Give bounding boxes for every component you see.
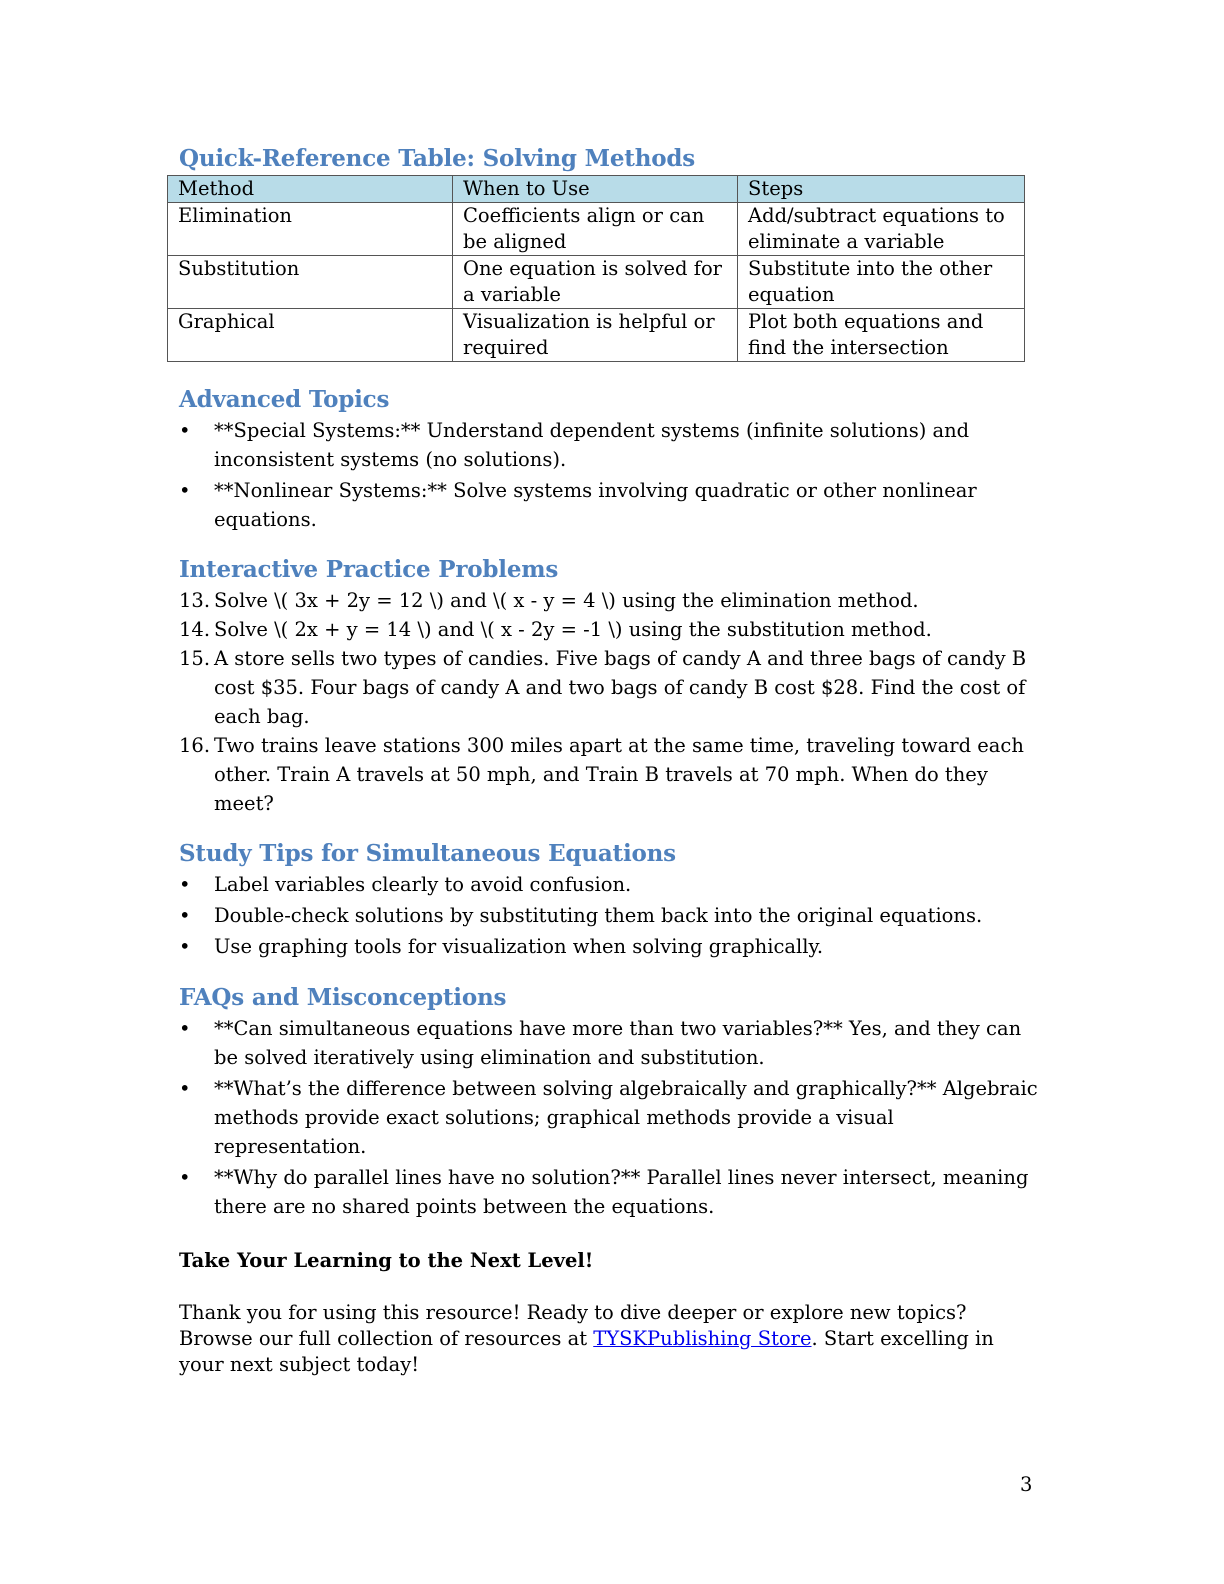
bullet-icon: • (179, 904, 191, 927)
cta-body-text: Thank you for using this resource! Ready to dive deeper or explore new topics? Browse our full collection of resources at (179, 1301, 967, 1350)
problem-text: Two trains leave stations 300 miles apart at the same time, traveling toward each other. Train A travels at 50 mph, and Train B travels at 70 mph. When do they meet? (214, 734, 1024, 815)
list-item (179, 870, 1039, 899)
column-header-steps: Steps (738, 176, 1025, 203)
column-header-when-to-use: When to Use (453, 176, 738, 203)
faqs-heading: FAQs and Misconceptions (179, 984, 507, 1011)
study-tips-heading: Study Tips for Simultaneous Equations (179, 840, 676, 867)
cta-title: Take Your Learning to the Next Level! (179, 1249, 594, 1272)
study-tips-list (179, 870, 1039, 961)
problem-number: 13. (179, 589, 211, 612)
list-item-text: **Can simultaneous equations have more than two variables?** Yes, and they can be solved iteratively using elimination and substitution. (214, 1017, 1022, 1069)
bullet-icon: • (179, 479, 191, 502)
list-item (179, 1163, 1039, 1221)
study-tips-section (179, 838, 1039, 961)
table-cell: Coefficients align or can be aligned (453, 203, 738, 256)
advanced-topics-section (179, 384, 1039, 534)
bullet-icon: • (179, 419, 191, 442)
problem-text: Solve \( 2x + y = 14 \) and \( x - 2y = -1 \) using the substitution method. (214, 618, 932, 641)
list-item-text: **Nonlinear Systems:** Solve systems involving quadratic or other nonlinear equations. (214, 479, 977, 531)
table-cell: Graphical (168, 309, 453, 362)
list-item (179, 901, 1039, 930)
problem-number: 15. (179, 647, 211, 670)
list-item-text: **Why do parallel lines have no solution?** Parallel lines never intersect, meaning there are no shared points between the equations. (214, 1166, 1029, 1218)
problem-number: 16. (179, 734, 211, 757)
advanced-topics-list (179, 416, 1039, 534)
list-item (179, 476, 1039, 534)
bullet-icon: • (179, 1077, 191, 1100)
table-cell: Substitute into the other equation (738, 256, 1025, 309)
quick-reference-section (179, 143, 1039, 362)
solving-methods-table (167, 175, 1025, 362)
bullet-icon: • (179, 1017, 191, 1040)
faqs-list (179, 1014, 1039, 1221)
page-content (179, 143, 1039, 1378)
table-row (168, 309, 1025, 362)
quick-reference-heading: Quick-Reference Table: Solving Methods (179, 145, 696, 172)
cta-body-text-end: . Start excelling in your next subject today! (179, 1327, 994, 1376)
practice-problems-list (179, 586, 1039, 818)
list-item-text: **Special Systems:** Understand dependent systems (infinite solutions) and inconsistent systems (no solutions). (214, 419, 970, 471)
practice-problems-section (179, 554, 1039, 818)
list-item (179, 731, 1039, 818)
practice-problems-heading: Interactive Practice Problems (179, 556, 559, 583)
list-item (179, 615, 1039, 644)
list-item (179, 932, 1039, 961)
cta-body (179, 1300, 1039, 1378)
table-header-row (168, 176, 1025, 203)
problem-number: 14. (179, 618, 211, 641)
table-cell: Substitution (168, 256, 453, 309)
list-item (179, 644, 1039, 731)
page-number: 3 (1020, 1473, 1033, 1496)
table-cell: One equation is solved for a variable (453, 256, 738, 309)
column-header-method: Method (168, 176, 453, 203)
problem-text: A store sells two types of candies. Five bags of candy A and three bags of candy B cost $35. Four bags of candy A and two bags of candy B cost $28. Find the cost of each bag. (214, 647, 1027, 728)
list-item (179, 1014, 1039, 1072)
list-item-text: Double-check solutions by substituting them back into the original equations. (214, 904, 983, 927)
store-link[interactable]: TYSKPublishing Store (593, 1327, 812, 1350)
bullet-icon: • (179, 1166, 191, 1189)
list-item-text: **What’s the difference between solving algebraically and graphically?** Algebraic methods provide exact solutions; graphical methods provide a visual representation. (214, 1077, 1038, 1158)
advanced-topics-heading: Advanced Topics (179, 386, 390, 413)
faqs-section (179, 982, 1039, 1221)
list-item (179, 586, 1039, 615)
list-item-text: Label variables clearly to avoid confusion. (214, 873, 632, 896)
bullet-icon: • (179, 873, 191, 896)
list-item (179, 1074, 1039, 1161)
table-row (168, 203, 1025, 256)
table-cell: Visualization is helpful or required (453, 309, 738, 362)
table-cell: Add/subtract equations to eliminate a variable (738, 203, 1025, 256)
list-item-text: Use graphing tools for visualization when solving graphically. (214, 935, 824, 958)
table-cell: Plot both equations and find the intersection (738, 309, 1025, 362)
problem-text: Solve \( 3x + 2y = 12 \) and \( x - y = 4 \) using the elimination method. (214, 589, 919, 612)
table-cell: Elimination (168, 203, 453, 256)
list-item (179, 416, 1039, 474)
bullet-icon: • (179, 935, 191, 958)
table-row (168, 256, 1025, 309)
